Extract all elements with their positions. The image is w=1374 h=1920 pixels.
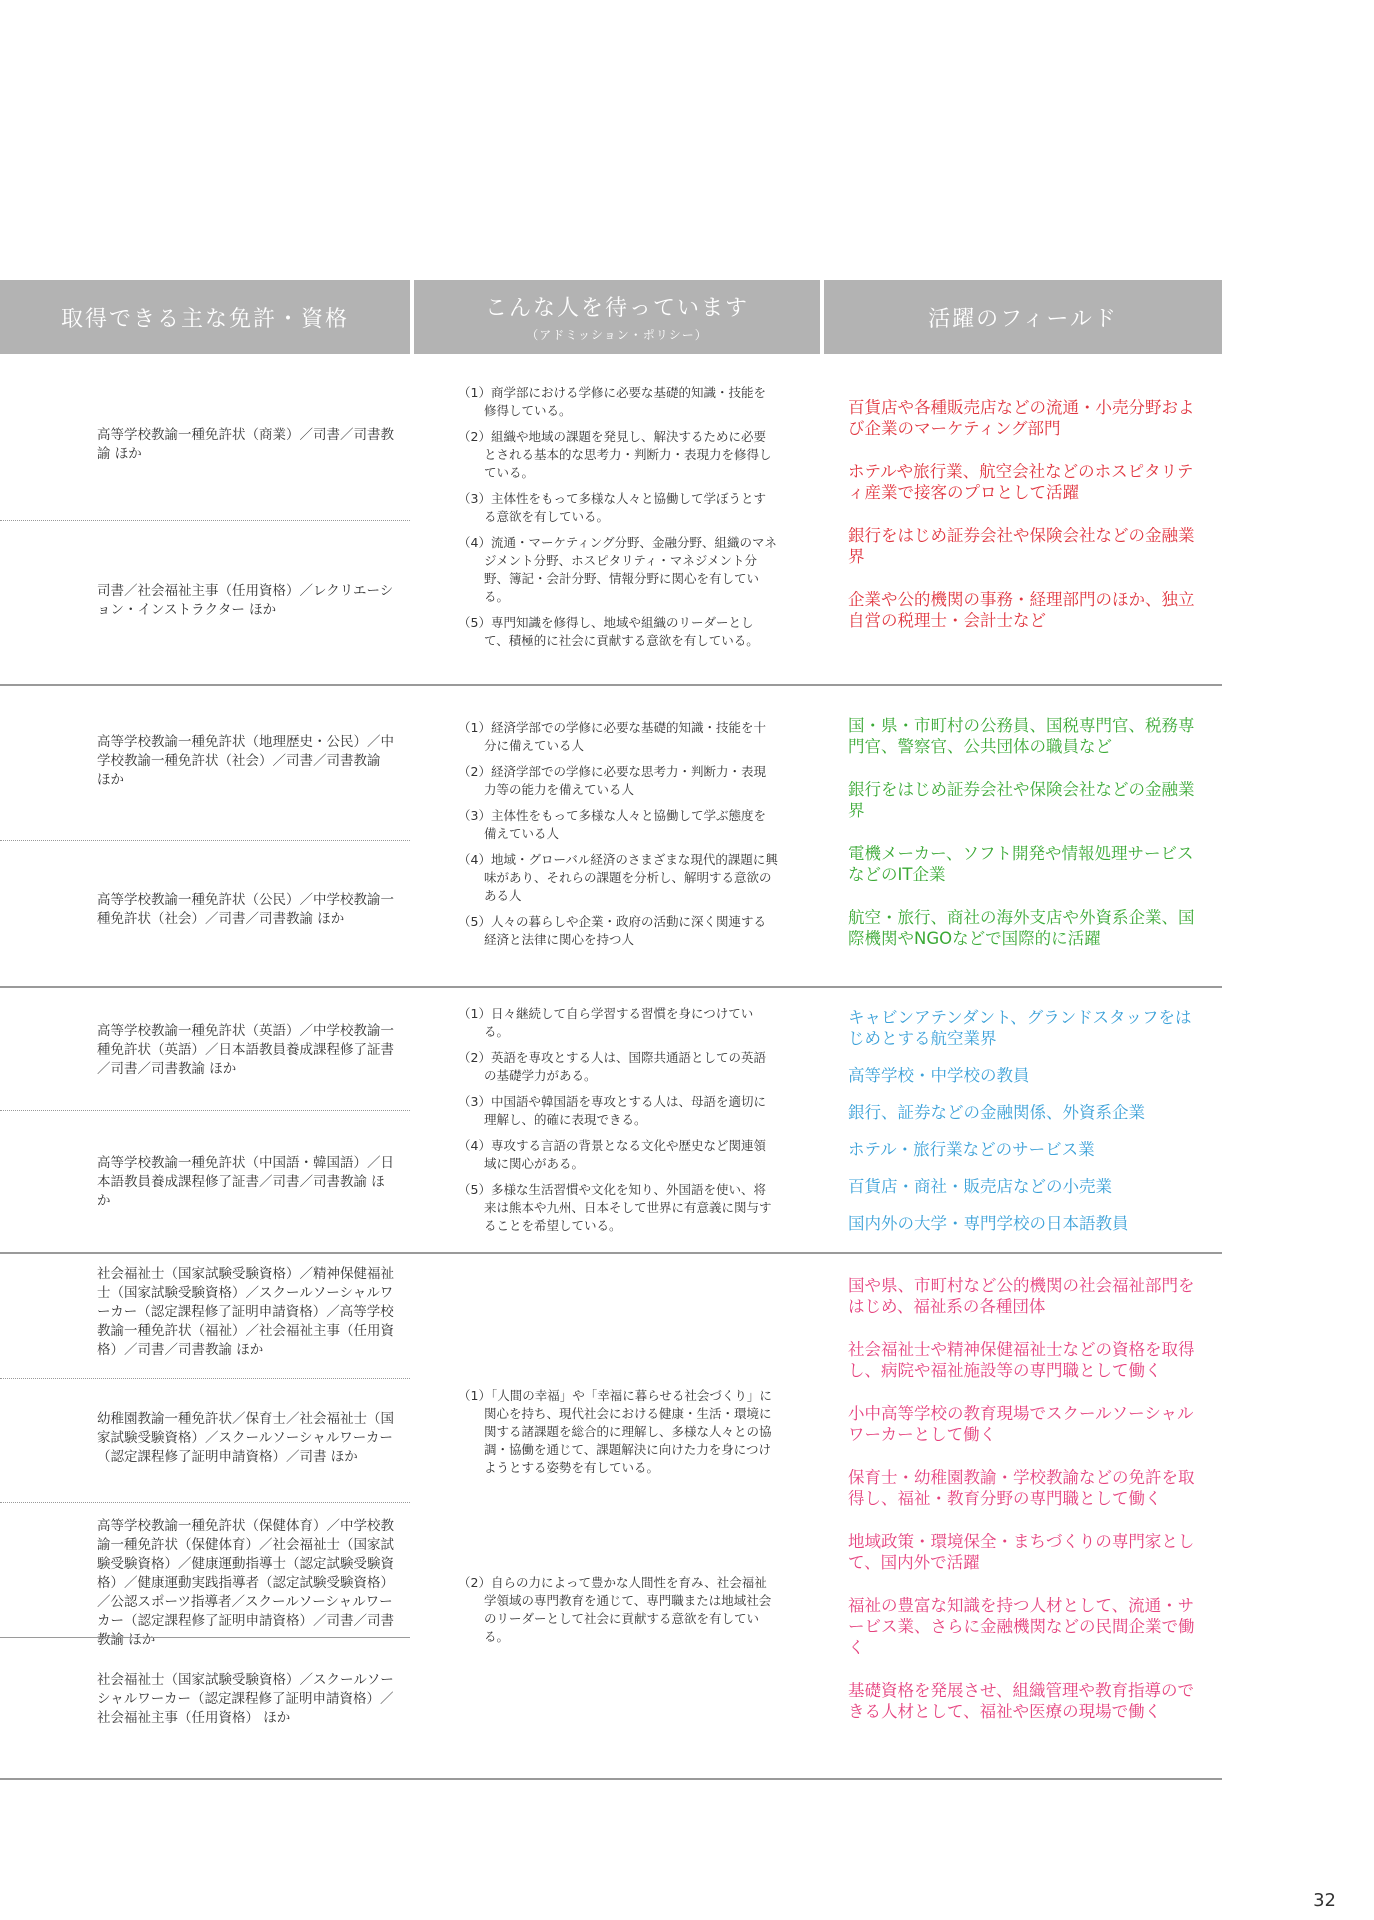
field-item: ホテルや旅行業、航空会社などのホスピタリティ産業で接客のプロとして活躍 xyxy=(848,462,1194,502)
field-item: 地域政策・環境保全・まちづくりの専門家として、国内外で活躍 xyxy=(848,1532,1195,1572)
policy-item: （3）主体性をもって多様な人々と協働して学ぶ態度を備えている人 xyxy=(458,808,766,841)
divider xyxy=(0,520,410,521)
license-text: 幼稚園教諭一種免許状／保育士／社会福祉士（国家試験受験資格）／スクールソーシャルワーカー（認定課程修了証明申請資格）／司書 ほか xyxy=(97,1411,394,1465)
policy-item: （3）中国語や韓国語を専攻とする人は、母語を適切に理解し、的確に表現できる。 xyxy=(458,1094,766,1127)
field-item: 福祉の豊富な知識を持つ人材として、流通・サービス業、さらに金融機関などの民間企業で働く xyxy=(848,1596,1195,1657)
section-divider xyxy=(0,1778,1222,1780)
license-text: 高等学校教諭一種免許状（保健体育）／中学校教諭一種免許状（保健体育）／社会福祉士（国家試験受験資格）／健康運動指導士（認定試験受験資格）／健康運動実践指導者（認定試験受験資格）／公認スポーツ指導者／スクールソーシャルワーカー（認定課程修了証明申請資格）／司書／司書教諭 ほか xyxy=(97,1518,394,1648)
license-text: 高等学校教諭一種免許状（英語）／中学校教諭一種免許状（英語）／日本語教員養成課程修了証書／司書／司書教諭 ほか xyxy=(97,1023,394,1077)
field-item: 航空・旅行、商社の海外支店や外資系企業、国際機関やNGOなどで国際的に活躍 xyxy=(848,908,1195,948)
policy-item: （2）自らの力によって豊かな人間性を育み、社会福祉学領域の専門教育を通じて、専門職または地域社会のリーダーとして社会に貢献する意欲を有している。 xyxy=(458,1575,772,1644)
license-text: 高等学校教諭一種免許状（地理歴史・公民）／中学校教諭一種免許状（社会）／司書／司書教諭 ほか xyxy=(97,734,394,788)
field-item: 国内外の大学・専門学校の日本語教員 xyxy=(848,1214,1129,1233)
field-item: 百貨店・商社・販売店などの小売業 xyxy=(848,1177,1112,1196)
field-item: 電機メーカー、ソフト開発や情報処理サービスなどのIT企業 xyxy=(848,844,1194,884)
policy-item: （2）経済学部での学修に必要な思考力・判断力・表現力等の能力を備えている人 xyxy=(458,764,766,797)
policy-item: （4）地域・グローバル経済のさまざまな現代的課題に興味があり、それらの課題を分析し、解明する意欲のある人 xyxy=(458,852,778,903)
policy-item: （5）人々の暮らしや企業・政府の活動に深く関連する経済と法律に関心を持つ人 xyxy=(458,914,766,947)
field-item: 小中高等学校の教育現場でスクールソーシャルワーカーとして働く xyxy=(848,1404,1194,1444)
page-number: 32 xyxy=(1313,1890,1336,1911)
policy-item: （1）経済学部での学修に必要な基礎的知識・技能を十分に備えている人 xyxy=(458,720,766,753)
field-item: 銀行、証券などの金融関係、外資系企業 xyxy=(848,1103,1145,1122)
field-item: 銀行をはじめ証券会社や保険会社などの金融業界 xyxy=(848,780,1195,820)
policy-item: （3）主体性をもって多様な人々と協働して学ぼうとする意欲を有している。 xyxy=(458,491,766,524)
policy-list xyxy=(458,1005,778,1243)
policy-item: （4）流通・マーケティング分野、金融分野、組織のマネジメント分野、ホスピタリティ・マネジメント分野、簿記・会計分野、情報分野に関心を有している。 xyxy=(458,535,777,604)
field-list xyxy=(848,397,1198,653)
policy-item: （1）商学部における学修に必要な基礎的知識・技能を修得している。 xyxy=(458,385,766,418)
field-item: 企業や公的機関の事務・経理部門のほか、独立自営の税理士・会計士など xyxy=(848,590,1195,630)
policy-list xyxy=(458,1574,778,1654)
header-fields xyxy=(824,280,1222,354)
section-divider xyxy=(0,986,1222,988)
policy-item: （5）多様な生活習慣や文化を知り、外国語を使い、将来は熊本や九州、日本そして世界に有意義に関与することを希望している。 xyxy=(458,1182,772,1233)
policy-list xyxy=(458,384,778,658)
license-text: 高等学校教諭一種免許状（商業）／司書／司書教諭 ほか xyxy=(97,427,394,462)
license-text: 司書／社会福祉主事（任用資格）／レクリエーション・インストラクター ほか xyxy=(97,583,394,618)
policy-item: （2）英語を専攻とする人は、国際共通語としての英語の基礎学力がある。 xyxy=(458,1050,766,1083)
field-item: 国・県・市町村の公務員、国税専門官、税務専門官、警察官、公共団体の職員など xyxy=(848,716,1195,756)
header-policy-sublabel: （アドミッション・ポリシー） xyxy=(526,328,708,342)
policy-list xyxy=(458,1387,778,1485)
header-fields-label: 活躍のフィールド xyxy=(928,306,1118,332)
policy-item: （5）専門知識を修得し、地域や組織のリーダーとして、積極的に社会に貢献する意欲を有している。 xyxy=(458,615,759,648)
divider xyxy=(0,1502,410,1503)
field-item: 基礎資格を発展させ、組織管理や教育指導のできる人材として、福祉や医療の現場で働く xyxy=(848,1681,1195,1721)
divider xyxy=(0,840,410,841)
policy-list xyxy=(458,719,778,957)
field-item: 社会福祉士や精神保健福祉士などの資格を取得し、病院や福祉施設等の専門職として働く xyxy=(848,1340,1195,1380)
license-text: 高等学校教諭一種免許状（公民）／中学校教諭一種免許状（社会）／司書／司書教諭 ほか xyxy=(97,892,394,927)
field-item: 百貨店や各種販売店などの流通・小売分野および企業のマーケティング部門 xyxy=(848,398,1195,438)
field-list xyxy=(848,715,1198,971)
header-licenses-label: 取得できる主な免許・資格 xyxy=(60,306,349,332)
license-text: 高等学校教諭一種免許状（中国語・韓国語）／日本語教員養成課程修了証書／司書／司書教諭 ほか xyxy=(97,1155,394,1209)
section-divider xyxy=(0,1252,1222,1254)
divider xyxy=(0,1637,410,1638)
field-item: 国や県、市町村など公的機関の社会福祉部門をはじめ、福祉系の各種団体 xyxy=(848,1276,1195,1316)
policy-item: （2）組織や地域の課題を発見し、解決するために必要とされる基本的な思考力・判断力・表現力を修得している。 xyxy=(458,429,772,480)
field-list xyxy=(848,1007,1198,1250)
license-text: 社会福祉士（国家試験受験資格）／スクールソーシャルワーカー（認定課程修了証明申請資格）／社会福祉主事（任用資格） ほか xyxy=(97,1672,394,1726)
header-admission-policy xyxy=(414,280,820,354)
policy-item: （1）日々継続して自ら学習する習慣を身につけている。 xyxy=(458,1006,754,1039)
field-item: キャビンアテンダント、グランドスタッフをはじめとする航空業界 xyxy=(848,1008,1192,1048)
field-item: ホテル・旅行業などのサービス業 xyxy=(848,1140,1095,1159)
policy-item: （4）専攻する言語の背景となる文化や歴史など関連領域に関心がある。 xyxy=(458,1138,766,1171)
divider xyxy=(0,1378,410,1379)
header-licenses xyxy=(0,280,410,354)
field-list xyxy=(848,1275,1198,1744)
header-policy-label: こんな人を待っています xyxy=(484,296,749,321)
section-divider xyxy=(0,684,1222,686)
license-text: 社会福祉士（国家試験受験資格）／精神保健福祉士（国家試験受験資格）／スクールソーシャルワーカー（認定課程修了証明申請資格）／高等学校教諭一種免許状（福祉）／社会福祉主事（任用資格）／司書／司書教諭 ほか xyxy=(97,1266,394,1358)
field-item: 高等学校・中学校の教員 xyxy=(848,1066,1030,1085)
field-item: 保育士・幼稚園教諭・学校教諭などの免許を取得し、福祉・教育分野の専門職として働く xyxy=(848,1468,1195,1508)
field-item: 銀行をはじめ証券会社や保険会社などの金融業界 xyxy=(848,526,1195,566)
divider xyxy=(0,1110,410,1111)
policy-item: （1）「人間の幸福」や「幸福に暮らせる社会づくり」に関心を持ち、現代社会における健康・生活・環境に関する諸課題を総合的に理解し、多様な人々との協調・協働を通じて、課題解決に向けた力を身につけようとする姿勢を有している。 xyxy=(458,1388,772,1475)
